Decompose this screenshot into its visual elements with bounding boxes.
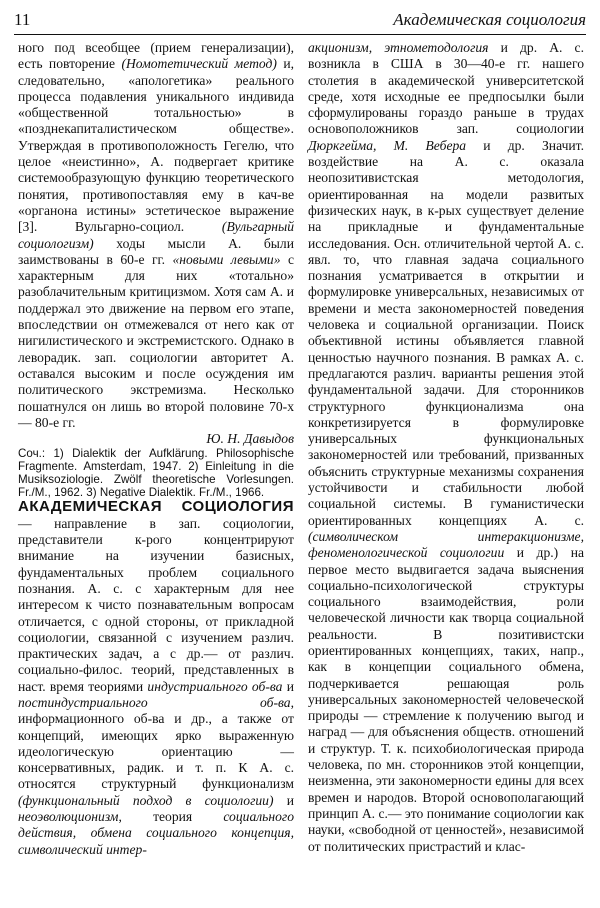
text-run: и, следовательно, «апологетика» реального процесса подавления уникального индивида «общественной тотальностью» в «позднекапиталистическом обществе». Утверждая в противоположность Гегелю, что целое «неистинно», А. подвергает критике системообразующую функцию теоретического понятия, противопоставляя ему в кач-ве «органона истины» эстетическое выражение [3]. Вульгарно-социол. bbox=[18, 56, 294, 235]
entry-headword: АКАДЕМИЧЕСКАЯ СОЦИОЛОГИЯ bbox=[18, 498, 294, 516]
cross-ref: (Номотетический метод) bbox=[121, 56, 277, 72]
article-author: Ю. Н. Давыдов bbox=[206, 431, 294, 447]
text-run: и др.) на первое место выдвигается задача выяснения социально-психологической структуры социального взаимодействия, роли человеческой личности как творца социальной реальности. В позитивистски ориентированных концепциях, таких, напр., как в концепции социального обмена, подчеркивается решающая роль универсальных закономерностей человеческой природы — стремление к получению выгод и наград — для объяснения обществ. отношений и структур. Т. к. психобиологическая природа человека, по мн. сторонников этой концепции, неизменна, эти закономерности едины для всех времен и народов. Второй основополагающий принцип А. с.— это понимание социологии как науки, «свободной от ценностей», независимой от политических пристрастий и клас- bbox=[308, 545, 584, 854]
cross-ref: социального действия, обмена социального концепция, символический интер- bbox=[18, 809, 294, 857]
cross-ref: «новыми левыми» bbox=[172, 251, 281, 267]
text-run: и bbox=[273, 792, 294, 808]
academic-sociology-paragraph bbox=[18, 499, 294, 858]
page-number: 11 bbox=[14, 10, 31, 29]
cross-ref: (символическом интеракционизме, феноменологической социологии bbox=[308, 528, 584, 561]
left-column bbox=[18, 40, 294, 858]
page-header bbox=[14, 4, 586, 34]
text-run: ходы мысли А. были заимствованы в 60-е гг. bbox=[18, 235, 294, 267]
continuation-paragraph bbox=[308, 40, 584, 855]
text-run: , информационного об-ва и др., а также от концепций, имеющих ярко выраженную идеологическую ориентацию — консервативных, радик. и т. п. К А. с. относятся структурный функционализм bbox=[18, 694, 294, 792]
text-run: и bbox=[282, 678, 294, 694]
text-run: ного под всеобщее (прием генерализации), есть повторение bbox=[18, 40, 294, 72]
literature-list: Соч.: 1) Dialektik der Aufklärung. Philosophische Fragmente. Amsterdam, 1947. 2) Einleitung in die Musiksoziologie. Zwölf theoretische Vorlesungen. Fr./M., 1962. 3) Negative Dialektik. Fr./M., 1966. bbox=[18, 447, 294, 500]
adorno-paragraph bbox=[18, 40, 294, 431]
header-rule bbox=[14, 34, 586, 35]
cross-ref: (функциональный подход в социологии) bbox=[18, 792, 274, 808]
running-title: Академическая социология bbox=[393, 10, 586, 29]
text-run: с характерным для них «тотально» разоблачительным критицизмом. Хотя сам А. и поддержал это движение на первом его этапе, впоследствии он отмежевался от него как от нигилистического и экстремистского. Однако в леворадик. зап. социологии авторитет А. оставался высоким и после осуждения им политического экстремизма. Несколько пошатнулся он лишь во второй половине 70-х — 80-е гг. bbox=[18, 251, 294, 430]
text-run: — направление в зап. социологии, представители к-рого концентрируют внимание на изучении базисных, фундаментальных проблем социального познания. А. с. с характерным для нее интересом к чисто познавательным вопросам отличается, с одной стороны, от прикладной социологии, связанной с изучением различ. практических задач, а с др.— от различ. социально-филос. теорий, представленных в наст. время теориями bbox=[18, 515, 294, 694]
cross-ref: Дюркгейма, М. Вебера bbox=[308, 137, 467, 153]
cross-ref: индустриального об-ва bbox=[147, 678, 283, 694]
cross-ref: акционизм, этнометодология bbox=[308, 40, 489, 55]
text-run: и др. Значит. воздействие на А. с. оказала неопозитивистская методология, ориентированная на модели развитых физических наук, в к-рых существует деление на прикладные и фундаментальные исследования. Осн. отличительной чертой А. с. явл. то, что главная задача социального познания усматривается в открытии и формулировке универсальных, независимых от времени и места закономерностей поведения человека и социальной организации. Поиск объективной истины объявляется главной ценностью научного познания. В рамках А. с. предлагаются различ. варианты решения этой фундаментальной задачи. Для сторонников структурного функционализма она конкретизируется в формулировке универсальных функциональных закономерностей или требований, призванных объяснить структурные механизмы сохранения устойчивости и стабильности любой социальной системы. В гуманистически ориентированных концепциях А. с. bbox=[308, 137, 584, 528]
text-run: и др. А. с. возникла в США в 30—40-е гг. нашего столетия в академической университетской среде, хотя исходные ее предпосылки были сформулированы гораздо раньше в трудах основоположников зап. социологии bbox=[308, 40, 584, 137]
text-run: , теория bbox=[118, 809, 224, 825]
cross-ref: (Вульгарный социологизм) bbox=[18, 219, 294, 251]
cross-ref: постиндустриального об-ва bbox=[18, 694, 291, 710]
right-column bbox=[308, 40, 584, 855]
cross-ref: неоэволюционизм bbox=[18, 809, 119, 825]
